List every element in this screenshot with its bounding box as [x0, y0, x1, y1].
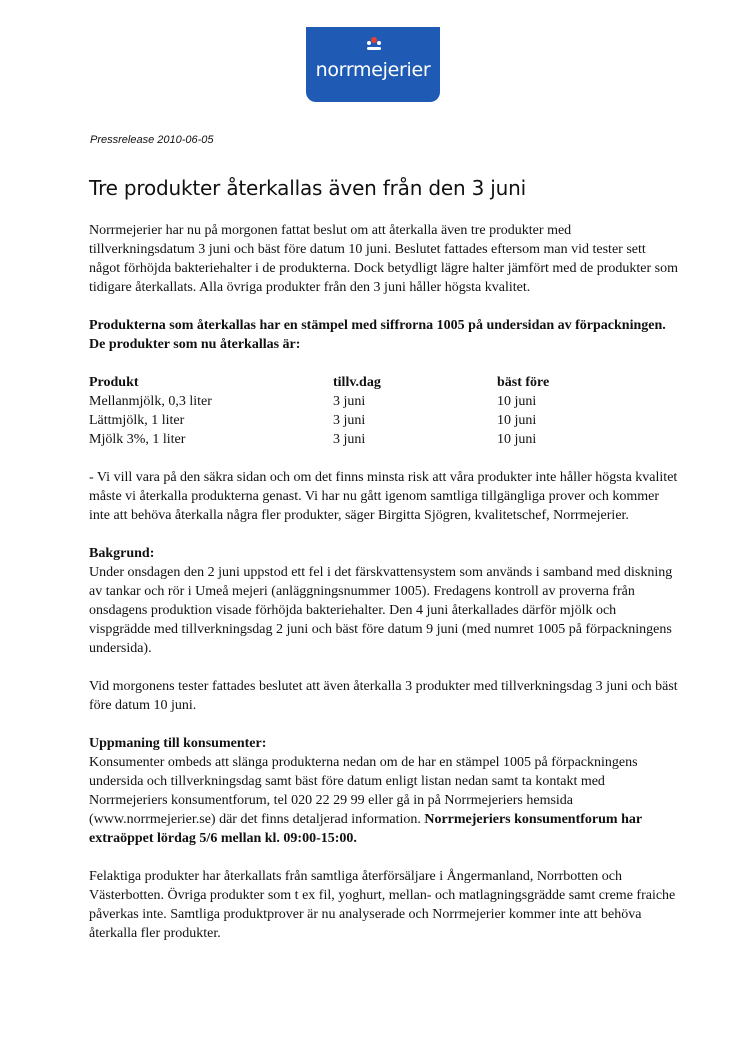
table-header-row	[89, 373, 679, 392]
column-header-production-day: tillv.dag	[333, 375, 381, 390]
table-row	[89, 392, 679, 411]
table-cell: Lättmjölk, 1 liter	[89, 413, 185, 428]
table-cell: Mjölk 3%, 1 liter	[89, 432, 186, 447]
table-cell: 3 juni	[333, 432, 366, 447]
background-section	[89, 544, 679, 658]
consumer-heading: Uppmaning till konsumenter:	[89, 736, 267, 751]
quote-paragraph: - Vi vill vara på den säkra sidan och om det finns minsta risk att våra produkter inte håller högsta kvalitet måste vi återkalla produkterna genast. Vi har nu gått igenom samtliga tillgängliga prover och kommer inte att behöva återkalla några fler produkter, säger Birgitta Sjögren, kvalitetschef, Norrmejerier.	[89, 470, 678, 523]
intro-paragraph: Norrmejerier har nu på morgonen fattat beslut om att återkalla även tre produkter med tillverkningsdatum 3 juni och bäst före datum 10 juni. Beslutet fattades eftersom man vid tester sett något förhöjda bakteriehalter i de produkterna. Dock betydligt lägre halter jämfört med de produkter som tidigare återkallats. Alla övriga produkter från den 3 juni håller högsta kvalitet.	[89, 223, 678, 295]
closing-paragraph: Felaktiga produkter har återkallats från samtliga återförsäljare i Ångermanland, Norrbotten och Västerbotten. Övriga produkter som t ex fil, yoghurt, mellan- och matlagningsgrädde samt creme fraiche påverkas inte. Samtliga produktprover är nu analyserade och Norrmejerier kommer inte att behöva återkalla fler produkter.	[89, 869, 676, 941]
table-row	[89, 430, 679, 449]
page-title: Tre produkter återkallas även från den 3 juni	[89, 176, 526, 200]
column-header-product: Produkt	[89, 375, 139, 390]
table-cell: 3 juni	[333, 394, 366, 409]
crown-icon	[367, 37, 381, 51]
table-cell: 10 juni	[497, 394, 537, 409]
morning-tests-paragraph: Vid morgonens tester fattades beslutet att även återkalla 3 produkter med tillverkningsdag 3 juni och bäst före datum 10 juni.	[89, 679, 678, 713]
norrmejerier-logo	[306, 27, 440, 102]
document-body	[89, 221, 679, 962]
table-cell: 3 juni	[333, 413, 366, 428]
press-release-date: Pressrelease 2010-06-05	[90, 134, 214, 146]
table-cell: 10 juni	[497, 413, 537, 428]
recall-table	[89, 373, 679, 449]
logo-wordmark: norrmejerier	[315, 59, 431, 81]
consumer-section	[89, 734, 679, 848]
table-cell: 10 juni	[497, 432, 537, 447]
background-heading: Bakgrund:	[89, 546, 155, 561]
stamp-note: Produkterna som återkallas har en stämpel med siffrorna 1005 på undersidan av förpackningen. De produkter som nu återkallas är:	[89, 318, 666, 352]
table-cell: Mellanmjölk, 0,3 liter	[89, 394, 212, 409]
background-text: Under onsdagen den 2 juni uppstod ett fel i det färskvattensystem som används i samband med diskning av tankar och rör i Umeå mejeri (anläggningsnummer 1005). Fredagens kontroll av proverna från onsdagens produktion visade förhöjda bakteriehalter. Den 4 juni återkallades därför mjölk och vispgrädde med tillverkningsdag 2 juni och bäst före datum 9 juni (med numret 1005 på förpackningens undersida).	[89, 565, 673, 656]
consumer-text: Konsumenter ombeds att slänga produkterna nedan om de har en stämpel 1005 på förpackningens undersida och tillverkningsdag samt bäst före datum enligt listan nedan samt ta kontakt med Norrmejeriers konsumentforum, tel 020 22 29 99 eller gå in på Norrmejeriers hemsida (www.norrmejerier.se) där det finns detaljerad information.	[89, 755, 638, 827]
column-header-best-before: bäst före	[497, 375, 550, 390]
table-row	[89, 411, 679, 430]
consumer-forum-hours: Norrmejeriers konsumentforum har extraöppet lördag 5/6 mellan kl. 09:00-15:00.	[89, 812, 642, 846]
